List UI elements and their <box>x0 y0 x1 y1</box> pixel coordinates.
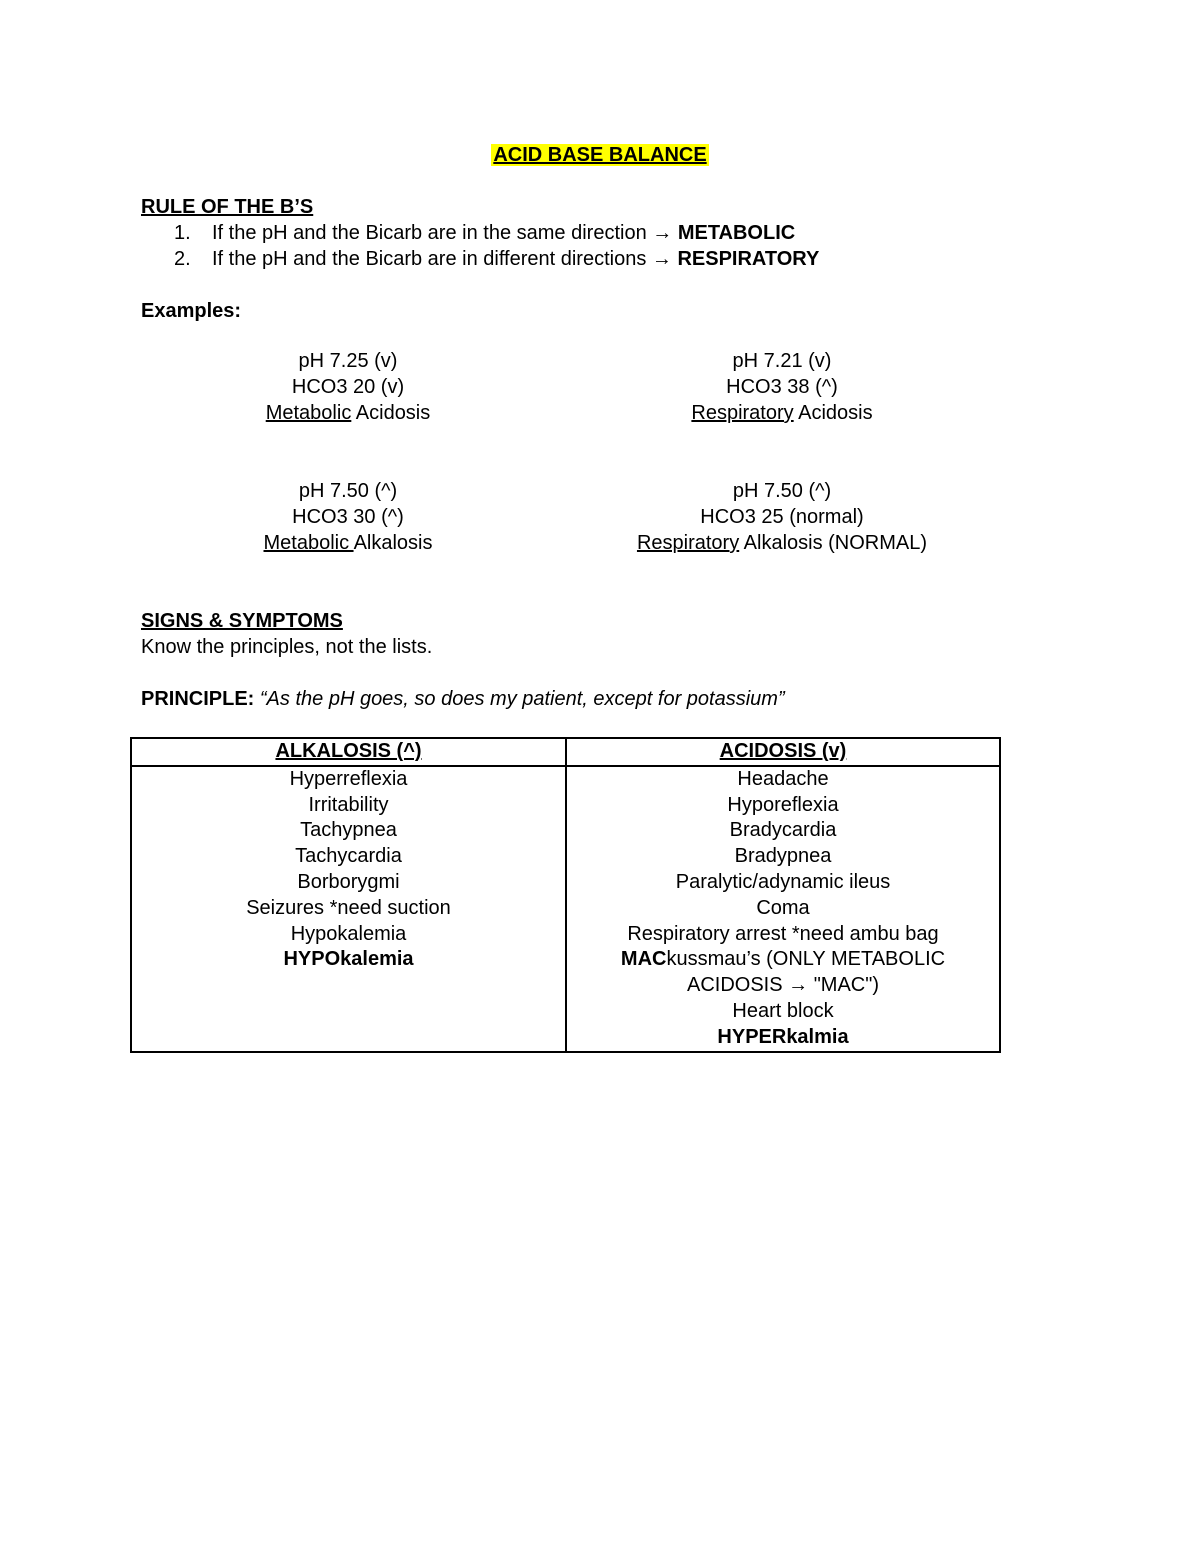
signs-heading: SIGNS & SYMPTOMS <box>141 610 343 632</box>
rule-text <box>212 220 795 246</box>
list-item: Paralytic/adynamic ileus <box>675 870 891 893</box>
example-type-underlined: Respiratory <box>691 402 794 424</box>
example-type-rest: Acidosis <box>351 402 431 424</box>
list-item: Irritability <box>308 793 389 816</box>
example-type <box>128 530 568 556</box>
signs-subtext: Know the principles, not the lists. <box>141 636 433 658</box>
example-type-underlined: Metabolic <box>263 532 354 554</box>
principle-line <box>141 686 785 712</box>
emphasis-prefix: HYPER <box>717 1025 787 1048</box>
list-item: Tachypnea <box>300 819 397 842</box>
emphasis-rest: kussmau’s (ONLY METABOLIC ACIDOSIS → "MAC") <box>666 948 946 997</box>
list-item: Hyporeflexia <box>727 793 839 816</box>
principle-label: PRINCIPLE: <box>141 688 255 710</box>
example-ph: pH 7.50 (^) <box>732 480 832 502</box>
principle-quote: “As the pH goes, so does my patient, except for potassium” <box>254 688 785 710</box>
rule-text <box>212 246 819 272</box>
emphasis-prefix: MAC <box>620 948 667 971</box>
emphasis-prefix: HYPO <box>283 948 341 971</box>
signs-symptoms-table <box>130 737 1001 1053</box>
list-item: Headache <box>737 767 829 790</box>
rule-condition: If the pH and the Bicarb are in different directions → <box>212 248 678 270</box>
rule-result: RESPIRATORY <box>677 248 820 270</box>
rule-condition: If the pH and the Bicarb are in the same direction → <box>212 222 678 244</box>
list-item: Respiratory arrest *need ambu bag <box>627 922 939 945</box>
table-header-row <box>131 738 1000 766</box>
example-hco3: HCO3 25 (normal) <box>700 506 864 528</box>
example-metabolic-acidosis <box>128 348 568 426</box>
rule-heading: RULE OF THE B’S <box>141 196 314 218</box>
example-respiratory-alkalosis <box>562 478 1002 556</box>
example-type-rest: Acidosis <box>793 402 873 424</box>
example-ph: pH 7.50 (^) <box>298 480 398 502</box>
example-type <box>128 400 568 426</box>
example-type-rest: Alkalosis <box>353 532 433 554</box>
alkalosis-header: ALKALOSIS (^) <box>131 738 566 766</box>
list-item: Bradypnea <box>734 845 832 868</box>
list-item: Heart block <box>732 999 834 1022</box>
example-type-rest: Alkalosis (NORMAL) <box>739 532 928 554</box>
list-item: Borborygmi <box>297 870 400 893</box>
example-respiratory-acidosis <box>562 348 1002 426</box>
example-type <box>562 400 1002 426</box>
title-container <box>0 142 1200 168</box>
list-item-hypokalemia <box>132 947 565 973</box>
emphasis-rest: kalemia <box>340 948 414 971</box>
example-metabolic-alkalosis <box>128 478 568 556</box>
emphasis-rest: kalmia <box>786 1025 849 1048</box>
rule-result: METABOLIC <box>677 222 796 244</box>
acidosis-cell <box>566 766 1000 1052</box>
example-ph: pH 7.21 (v) <box>732 350 832 372</box>
rule-number: 1. <box>174 222 191 244</box>
list-item: Hyperreflexia <box>289 767 408 790</box>
list-item-hyperkalemia <box>567 1025 999 1051</box>
examples-label: Examples: <box>141 300 242 322</box>
page-title: ACID BASE BALANCE <box>493 144 707 166</box>
list-item: Coma <box>756 896 810 919</box>
rule-number: 2. <box>174 248 191 270</box>
example-hco3: HCO3 38 (^) <box>726 376 838 398</box>
example-hco3: HCO3 30 (^) <box>292 506 404 528</box>
example-hco3: HCO3 20 (v) <box>291 376 405 398</box>
acidosis-header: ACIDOSIS (v) <box>566 738 1000 766</box>
table-row <box>131 766 1000 1052</box>
list-item: Bradycardia <box>729 819 837 842</box>
list-item: Tachycardia <box>295 845 402 868</box>
example-type-underlined: Metabolic <box>265 402 352 424</box>
alkalosis-cell <box>131 766 566 1052</box>
list-item: Hypokalemia <box>290 922 407 945</box>
example-type <box>562 530 1002 556</box>
example-type-underlined: Respiratory <box>636 532 740 554</box>
list-item: Seizures *need suction <box>246 896 451 919</box>
list-item-kussmaul <box>567 947 999 999</box>
example-ph: pH 7.25 (v) <box>298 350 398 372</box>
